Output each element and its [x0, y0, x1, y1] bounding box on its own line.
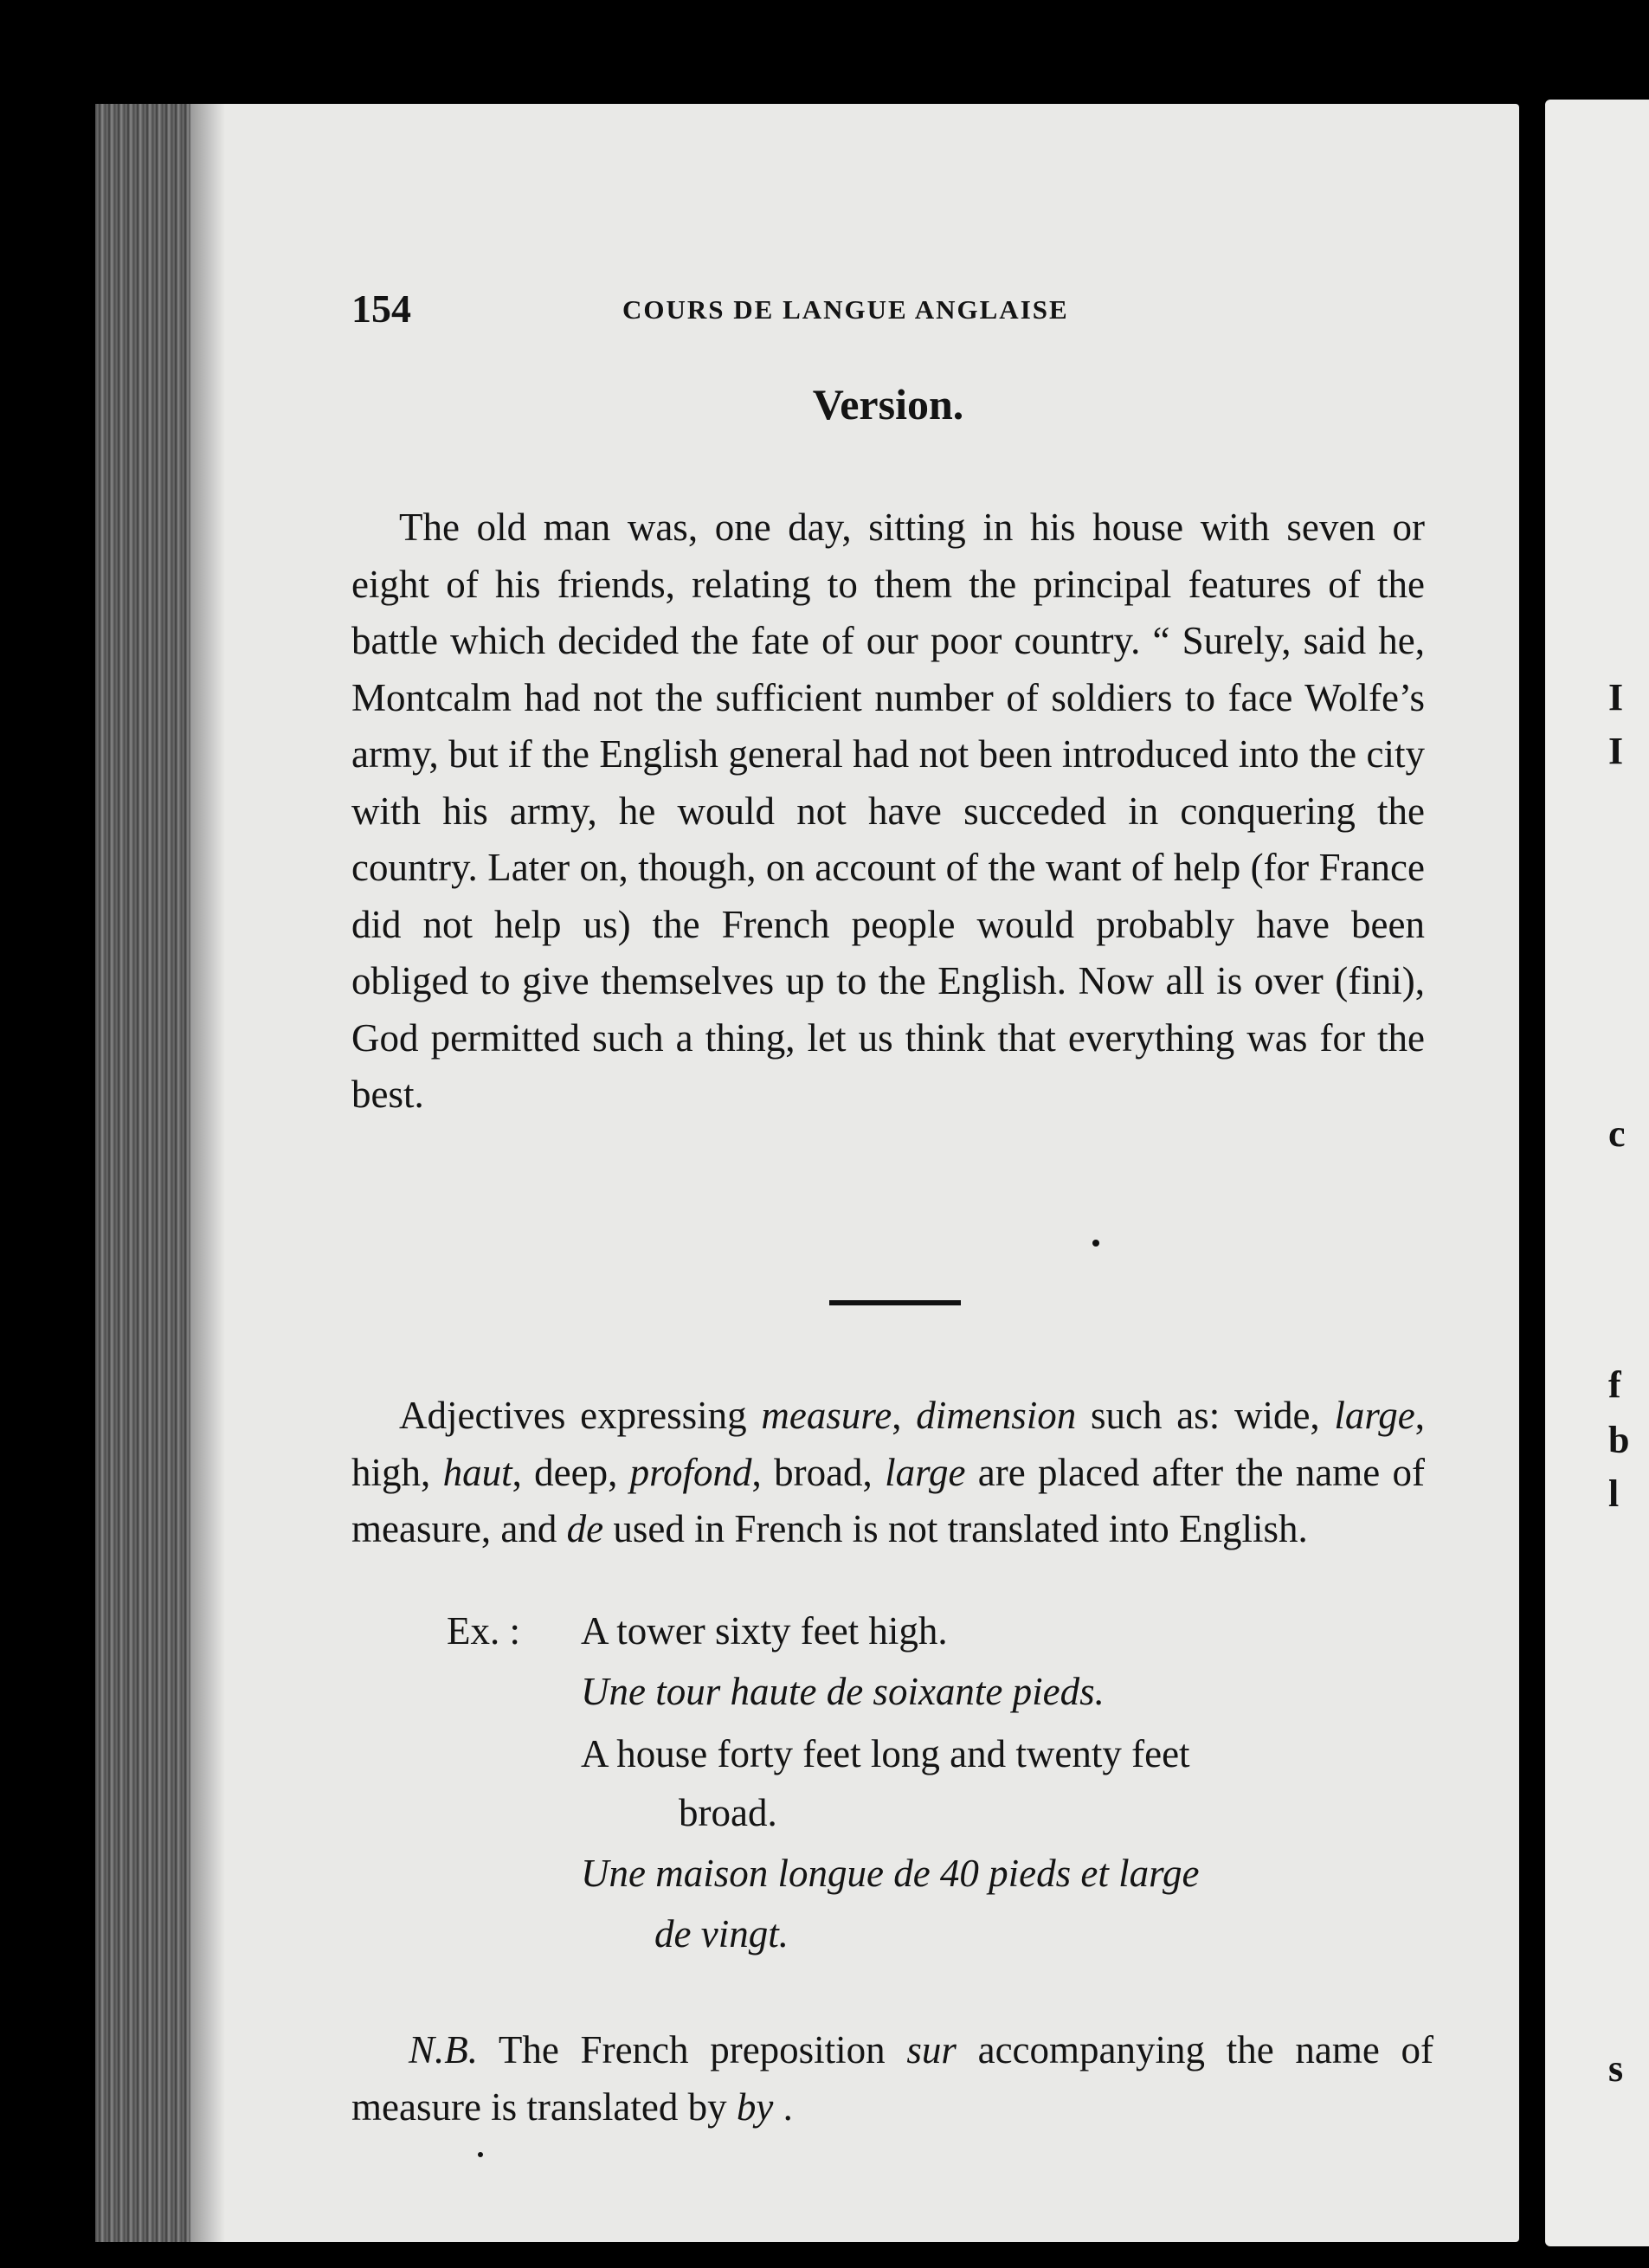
rule-italic-term: large	[885, 1450, 966, 1494]
rule-text: used in French is not translated into English.	[603, 1507, 1308, 1550]
example-french: de vingt.	[654, 1912, 789, 1956]
examples-label: Ex. :	[447, 1609, 520, 1653]
example-french: Une tour haute de soixante pieds.	[581, 1670, 1105, 1713]
rule-text: such as: wide,	[1076, 1394, 1335, 1437]
edge-letter: s	[1608, 2047, 1624, 2090]
rule-text: , deep,	[512, 1450, 630, 1494]
note-italic-term: sur	[906, 2028, 957, 2071]
rule-italic-term: de	[566, 1507, 604, 1550]
rule-italic-term: haut	[442, 1450, 512, 1494]
note-text: .	[773, 2085, 793, 2129]
edge-letter: l	[1608, 1472, 1620, 1515]
section-heading: Version.	[812, 380, 964, 428]
printed-dot	[478, 2152, 483, 2157]
note-label: N.B.	[409, 2028, 479, 2071]
note-italic-term: by	[736, 2085, 774, 2129]
rule-text: ,	[892, 1394, 917, 1437]
note-text: accompanying the name of measure is translated by	[351, 2028, 1433, 2129]
edge-letter: I	[1608, 730, 1624, 772]
note-paragraph	[351, 2021, 1433, 2136]
grammar-rule-paragraph	[351, 1388, 1425, 1558]
example-english: A tower sixty feet high.	[581, 1609, 948, 1653]
note-text: The French preposition	[478, 2028, 907, 2071]
edge-letter: c	[1608, 1112, 1626, 1155]
rule-italic-term: profond	[629, 1450, 752, 1494]
running-title: COURS DE LANGUE ANGLAISE	[622, 294, 1069, 325]
adjacent-page-edge	[1545, 100, 1649, 2246]
rule-text: Adjectives expressing	[399, 1394, 762, 1437]
page-header	[351, 286, 1217, 346]
binding-shadow	[190, 104, 225, 2242]
example-french: Une maison longue de 40 pieds et large	[581, 1852, 1200, 1895]
rule-text: , broad,	[751, 1450, 886, 1494]
rule-text: , high,	[351, 1394, 1425, 1494]
example-english: broad.	[679, 1791, 777, 1834]
book-binding	[95, 104, 190, 2242]
rule-italic-term: dimension	[916, 1394, 1077, 1437]
edge-letter: b	[1608, 1419, 1630, 1461]
rule-italic-term: measure	[761, 1394, 892, 1437]
rule-italic-term: large	[1334, 1394, 1415, 1437]
edge-letter: I	[1608, 676, 1624, 718]
example-english: A house forty feet long and twenty feet	[581, 1732, 1190, 1775]
version-paragraph: The old man was, one day, sitting in his house with seven or eight of his friends, relating to them the principal features of the battle which decided the fate of our poor country. “ Surely, said he, Montcalm had not the sufficient number of soldiers to face Wolfe’s army, but if the English general had not been introduced into the city with his army, he would not have succeded in conquering the country. Later on, though, on account of the want of help (for France did not help us) the French people would probably have been obliged to give themselves up to the English. Now all is over (fini), God permitted such a thing, let us think that everything was for the best.	[351, 506, 1425, 1116]
section-divider	[829, 1300, 961, 1305]
printed-dot	[1092, 1240, 1099, 1247]
edge-letter: f	[1608, 1363, 1621, 1406]
rule-text: are placed after the name of measure, and	[351, 1450, 1426, 1550]
page-number: 154	[351, 287, 411, 331]
